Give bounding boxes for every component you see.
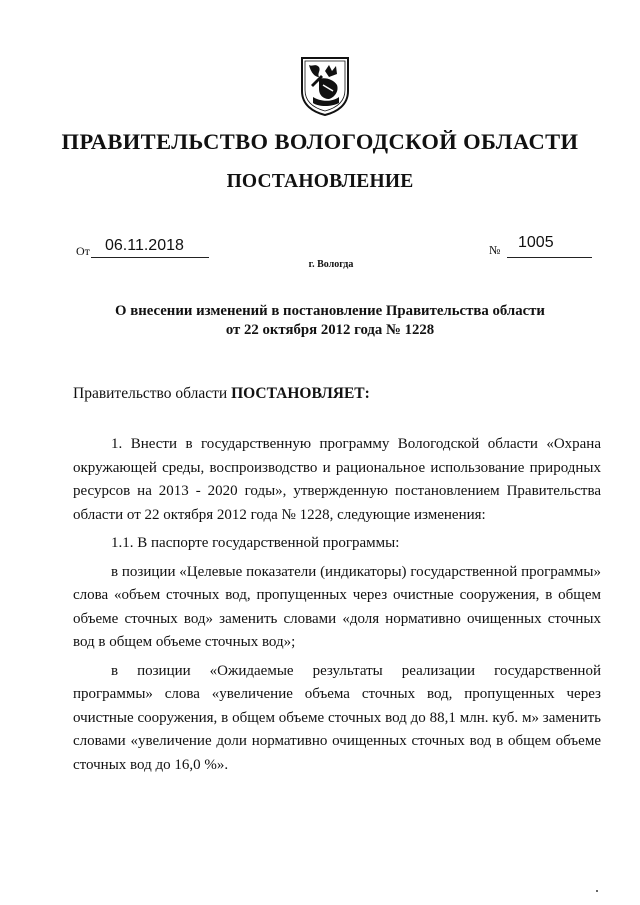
document-body <box>73 433 601 782</box>
subject-heading <box>100 302 560 340</box>
number-underline <box>507 257 592 258</box>
paragraph: в позиции «Ожидаемые результаты реализации государственной программы» слова «увеличение объема сточных вод, пропущенных через очистные сооружения, в общем объеме сточных вод до 88,1 млн. куб. м» заменить словами «увеличение доли нормативно очищенных сточных вод в общем объеме сточных вод до 16,0 %». <box>73 662 601 773</box>
resolution-keyword: ПОСТАНОВЛЯЕТ: <box>231 385 370 402</box>
subject-line-2: от 22 октября 2012 года № 1228 <box>225 322 435 338</box>
vologda-coat-of-arms-icon <box>299 55 351 117</box>
paragraph: 1.1. В паспорте государственной программы: <box>111 535 400 551</box>
resolution-lead <box>73 385 370 403</box>
number-label: № <box>489 243 501 257</box>
number-value: 1005 <box>518 234 554 251</box>
organization-title: ПРАВИТЕЛЬСТВО ВОЛОГОДСКОЙ ОБЛАСТИ <box>61 129 579 154</box>
paragraph: 1. Внести в государственную программу Вологодской области «Охрана окружающей среды, воспроизводство и рациональное использование природных ресурсов на 2013 - 2020 годы», утвержденную постановлением Правительства области от 22 октября 2012 года № 1228, следующие изменения: <box>73 436 601 523</box>
date-underline <box>91 257 209 258</box>
document-type-title: ПОСТАНОВЛЕНИЕ <box>226 171 414 192</box>
date-value: 06.11.2018 <box>105 237 184 254</box>
resolution-prefix: Правительство области <box>73 385 232 402</box>
date-label: От <box>76 244 90 258</box>
subject-line-1: О внесении изменений в постановление Правительства области <box>115 303 545 319</box>
paragraph: в позиции «Целевые показатели (индикаторы) государственной программы» слова «объем сточных вод, пропущенных через очистные сооружения, в общем объеме сточных вод» заменить словами «доля нормативно очищенных сточных вод в общем объеме сточных вод»; <box>73 563 601 650</box>
city: г. Вологда <box>308 259 354 270</box>
scan-speck <box>596 890 598 892</box>
